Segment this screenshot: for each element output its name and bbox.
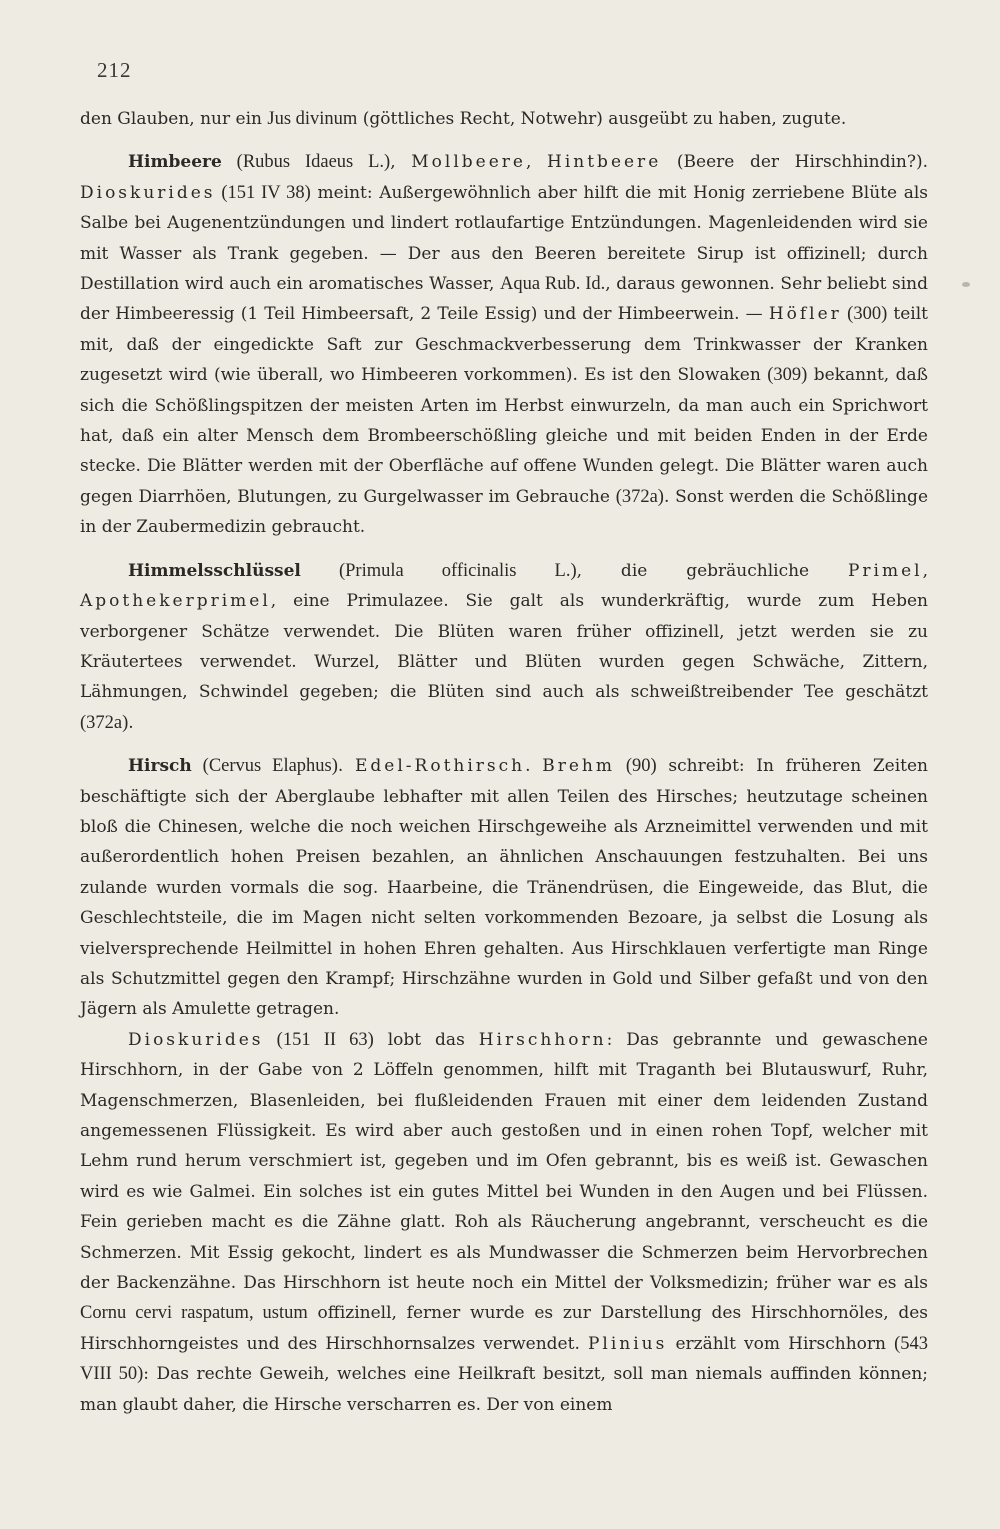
entry-text: bekannt, daß sich die Schößlingspitzen der meisten Arten im Herbst einwurzeln, da man auch ein Sprichwort hat, daß ein alter Mensch dem Brombeerschößling gleiche und mit beiden Enden in der Erde stecke. Die Blätter werden mit der Oberfläche auf offene Wunden gelegt. Die Blätter waren auch gegen Diarrhöen, Blutungen, zu Gurgelwasser im Gebrauche	[80, 365, 928, 507]
author-name: Dioskurides	[80, 182, 216, 203]
citation: (372a)	[80, 712, 129, 733]
entry-text: schreibt: In früheren Zeiten beschäftigte sich der Aberglaube lebhafter mit allen Teilen des Hirsches; heutzutage scheinen bloß die Chinesen, welche die noch weichen Hirschgeweihe als Arzneimittel verwenden und mit außerordentlich hohen Preisen bezahlen, an ähnlichen Anschauungen festzuhalten. Bei uns zulande wurden vormals die sog. Haarbeine, die Tränendrüsen, die Eingeweide, das Blut, die Geschlechtsteile, die im Magen nicht selten vorkommenden Bezoare, ja selbst die Losung als vielversprechende Heilmittel in hohen Ehren gehalten. Aus Hirschklauen verfertigte man Ringe als Schutzmittel gegen den Krampf; Hirschzähne wurden in Gold und Silber gefaßt und von den Jägern als Amulette getragen.	[80, 756, 928, 1020]
entry-text: ,	[525, 152, 548, 173]
entry-text: meint: Außergewöhnlich aber hilft die mit Honig zerriebene Blüte als Salbe bei Augenentzündungen und lindert rotlaufartige Entzündungen. Magenleidenden wird sie mit Wasser als Trank gegeben. — Der aus den Beeren bereitete Sirup ist offizinell; durch Destillation wird auch ein aromatisches Wasser,	[80, 182, 928, 295]
continuation-text: den Glauben, nur ein	[80, 109, 268, 129]
entry-text: ,	[390, 152, 412, 173]
spaced-term: Hirschhorn	[478, 1029, 607, 1050]
entry-headword: Himbeere	[128, 152, 222, 173]
spaced-term: Apothekerprimel	[80, 591, 271, 612]
entry-text: : Das gebrannte und gewaschene Hirschhorn, in der Gabe von 2 Löffeln genommen, hilft mit Traganth bei Blutauswurf, Ruhr, Magenschmerzen, Blasenleiden, bei flußleidenden Frauen mit einer dem leidenden Zustand angemessenen Flüssigkeit. Es wird aber auch gestoßen und in einen rohen Topf, welcher mit Lehm rund herum verschmiert ist, gegeben und im Ofen gebrannt, bis es weiß ist. Gewaschen wird es wie Galmei. Ein solches ist ein gutes Mittel bei Wunden in den Augen und bei Flüssen. Fein gerieben macht es die Zähne glatt. Roh als Räucherung angebrannt, verscheucht es die Schmerzen. Mit Essig gekocht, lindert es als Mundwasser die Schmerzen beim Hervorbrechen der Backenzähne. Das Hirschhorn ist heute noch ein Mittel der Volksmedizin; früher war es als	[80, 1029, 928, 1294]
entry-text: , die gebräuchliche	[576, 560, 848, 581]
entry-text: erzählt vom Hirschhorn	[667, 1333, 895, 1354]
entry-himmelsschluessel	[80, 556, 928, 738]
entry-text: offizinell, ferner wurde es zur Darstellung des Hirschhornöles, des Hirschhorngeistes und des Hirschhornsalzes verwendet.	[80, 1303, 929, 1354]
entry-hirsch	[80, 751, 928, 1025]
entry-text: : Das rechte Geweih, welches eine Heilkraft besitzt, soll man niemals auffinden können; man glaubt daher, die Hirsche verscharren es. Der von einem	[80, 1364, 928, 1415]
entry-text: , daraus gewonnen. Sehr beliebt sind der Himbeeressig (1 Teil Himbeersaft, 2 Teile Essig) und der Himbeerwein. —	[80, 274, 928, 325]
entry-text: lobt das	[373, 1029, 479, 1050]
citation: (151 IV 38)	[215, 182, 311, 203]
citation: (309)	[767, 365, 808, 386]
entry-text: .	[525, 756, 543, 777]
author-name: Höfler	[768, 304, 842, 325]
spaced-term: Edel-Rothirsch	[355, 756, 526, 777]
entry-headword: Himmelsschlüssel	[128, 560, 301, 581]
entry-text: ,	[922, 560, 929, 581]
entry-text: .	[337, 756, 355, 777]
author-name: Dioskurides	[128, 1029, 264, 1050]
citation: (543 VIII 50)	[80, 1333, 928, 1385]
spaced-term: Hintbeere	[547, 152, 662, 173]
latin-term: Jus divinum	[267, 109, 358, 129]
entry-hirsch-dioskurides	[80, 1025, 928, 1420]
spaced-term: Mollbeere	[411, 152, 526, 173]
author-name: Plinius	[587, 1333, 668, 1354]
citation: (300)	[841, 304, 888, 325]
citation: (151 II 63)	[263, 1029, 374, 1050]
citation: (90)	[614, 756, 657, 777]
entry-text: , eine Primulazee. Sie galt als wunderkräftig, wurde zum Heben verborgener Schätze verwendet. Die Blüten waren früher offizinell, jetzt werden sie zu Kräutertees verwendet. Wurzel, Blätter und Blüten wurden gegen Schwäche, Zittern, Lähmungen, Schwindel gegeben; die Blüten sind auch als schweißtreibender Tee geschätzt	[80, 591, 928, 703]
continuation-text: (göttliches Recht, Notwehr) ausgeübt zu haben, zugute.	[357, 109, 847, 129]
author-name: Brehm	[542, 756, 615, 777]
latin-name: (Primula officinalis L.)	[300, 560, 577, 581]
citation: (372a)	[615, 486, 664, 507]
page-number: 212	[97, 58, 132, 82]
entry-text: teilt mit, daß der eingedickte Saft zur Geschmackverbesserung dem Trinkwasser der Kranken zugesetzt wird (wie überall, wo Himbeeren vorkommen). Es ist den Slowaken	[80, 304, 928, 386]
entry-himbeere	[80, 147, 928, 542]
continuation-paragraph	[80, 104, 928, 134]
spaced-term: Primel	[847, 560, 923, 581]
latin-term: Cornu cervi raspatum, ustum	[80, 1303, 308, 1324]
entry-headword: Hirsch	[128, 756, 192, 777]
entry-text: . Sonst werden die Schößlinge in der Zaubermedizin gebraucht.	[80, 486, 929, 538]
latin-name: (Cervus Elaphus)	[191, 756, 338, 777]
page-body	[80, 104, 928, 1420]
entry-text: .	[128, 712, 134, 733]
latin-term: Aqua Rub. Id.	[500, 274, 606, 295]
entry-text: (Beere der Hirschhindin?).	[661, 152, 928, 173]
latin-name: (Rubus Idaeus L.)	[221, 152, 391, 173]
ink-blot	[962, 282, 970, 287]
